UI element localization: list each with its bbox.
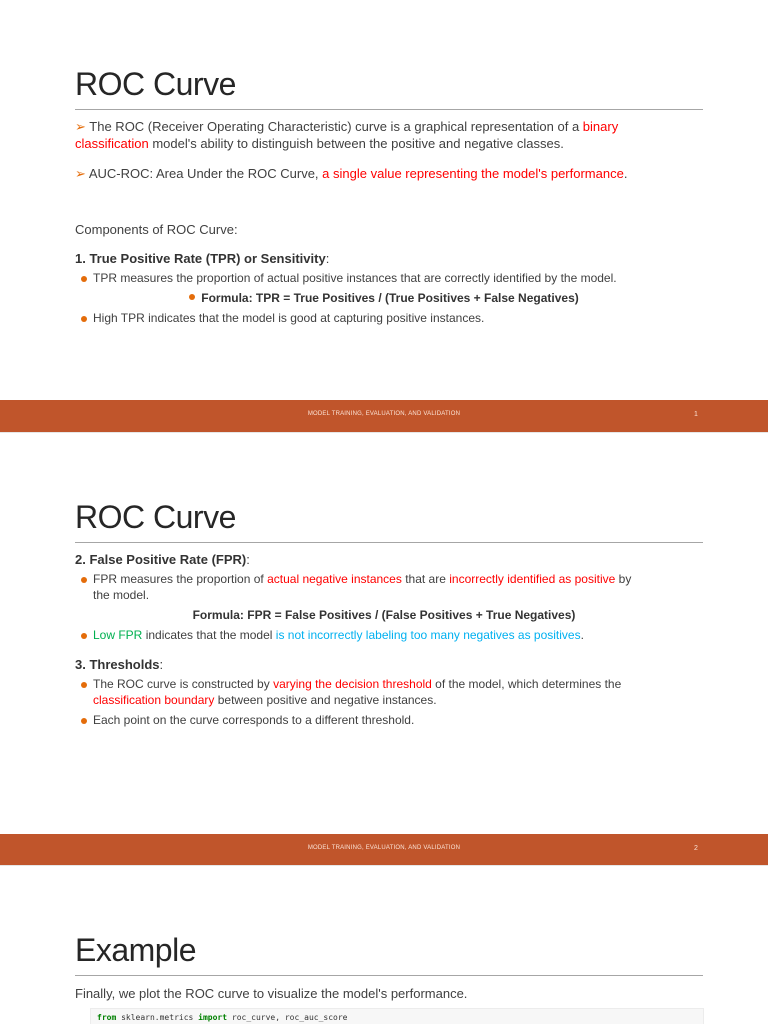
bullet-dot-icon (81, 577, 87, 583)
auc-paragraph (75, 165, 705, 182)
fpr-bullet-2 (93, 627, 705, 643)
intro-highlight-classification: classification (75, 136, 149, 151)
code-block (90, 1008, 704, 1024)
code-imports: roc_curve, roc_auc_score (227, 1013, 348, 1022)
slide-1 (0, 0, 768, 432)
tpr-heading-colon: : (325, 251, 330, 266)
fpr-formula: Formula: FPR = False Positives / (False Positives + True Negatives) (192, 608, 576, 622)
tpr-heading (75, 250, 329, 267)
slide-3-title: Example (75, 932, 196, 968)
slide-3 (0, 866, 768, 1024)
thresholds-heading (75, 656, 163, 673)
fpr-b2-highlight-blue: is not incorrectly labeling too many negatives as positives (275, 628, 581, 642)
fpr-bullet-1 (93, 571, 705, 603)
thr-b1-highlight-2: classification boundary (93, 693, 215, 707)
fpr-b1-b: that are (401, 572, 450, 586)
bullet-dot-icon (189, 294, 195, 300)
thresholds-heading-text: 3. Thresholds (75, 657, 160, 672)
bullet-dot-icon (81, 718, 87, 724)
intro-text-a: The ROC (Receiver Operating Characteristic) curve is a graphical representation of a (89, 119, 583, 134)
tpr-bullet-2: High TPR indicates that the model is good at capturing positive instances. (93, 311, 485, 325)
intro-highlight-binary: binary (582, 119, 619, 134)
slide-2-title: ROC Curve (75, 499, 236, 535)
footer-title: MODEL TRAINING, EVALUATION, AND VALIDATION (307, 411, 461, 417)
slide-number: 1 (694, 411, 698, 418)
slide-1-title: ROC Curve (75, 66, 236, 102)
intro-paragraph (75, 118, 705, 152)
fpr-heading-text: 2. False Positive Rate (FPR) (75, 552, 247, 567)
fpr-b2-b: . (580, 628, 584, 642)
title-divider (75, 109, 703, 110)
footer-title: MODEL TRAINING, EVALUATION, AND VALIDATION (307, 845, 461, 851)
auc-text-a: AUC-ROC: Area Under the ROC Curve, (88, 166, 323, 181)
fpr-b1-c: by (615, 572, 632, 586)
code-line-1 (97, 1013, 347, 1022)
auc-text-b: . (623, 166, 628, 181)
fpr-b2-highlight-green: Low FPR (93, 628, 143, 642)
bullet-dot-icon (81, 682, 87, 688)
tpr-formula (0, 290, 768, 306)
arrow-bullet-icon: ➢ (75, 166, 86, 181)
fpr-b1-a: FPR measures the proportion of (93, 572, 268, 586)
fpr-b1-highlight-2: incorrectly identified as positive (449, 572, 616, 586)
slide-1-footer-bar (0, 400, 768, 432)
slide-2-footer-bar (0, 834, 768, 865)
fpr-b2-a: indicates that the model (142, 628, 276, 642)
code-keyword-import: import (198, 1013, 228, 1022)
slide-number: 2 (694, 845, 698, 852)
code-keyword-from: from (97, 1013, 117, 1022)
thresholds-heading-colon: : (159, 657, 164, 672)
title-divider (75, 542, 703, 543)
code-module: sklearn.metrics (116, 1013, 199, 1022)
bullet-dot-icon (81, 316, 87, 322)
tpr-heading-text: 1. True Positive Rate (TPR) or Sensitivity (75, 251, 326, 266)
thr-b1-c: between positive and negative instances. (214, 693, 437, 707)
fpr-heading-colon: : (246, 552, 250, 567)
thresholds-bullet-2: Each point on the curve corresponds to a different threshold. (93, 713, 415, 727)
auc-highlight: a single value representing the model's performance (322, 166, 624, 181)
tpr-bullet-1: TPR measures the proportion of actual positive instances that are correctly identified by the model. (93, 271, 617, 285)
intro-text-b: model's ability to distinguish between the positive and negative classes. (148, 136, 564, 151)
bullet-dot-icon (81, 633, 87, 639)
fpr-heading (75, 551, 250, 568)
thr-b1-b: of the model, which determines the (431, 677, 622, 691)
thr-b1-highlight-1: varying the decision threshold (273, 677, 432, 691)
thr-b1-a: The ROC curve is constructed by (93, 677, 274, 691)
bullet-dot-icon (81, 276, 87, 282)
slide-2 (0, 433, 768, 865)
fpr-b1-d: the model. (93, 588, 150, 602)
components-heading: Components of ROC Curve: (75, 222, 238, 237)
tpr-formula-text: Formula: TPR = True Positives / (True Positives + False Negatives) (201, 291, 579, 305)
title-divider (75, 975, 703, 976)
thresholds-bullet-1 (93, 676, 705, 708)
example-text: Finally, we plot the ROC curve to visualize the model's performance. (75, 986, 468, 1001)
fpr-b1-highlight-1: actual negative instances (267, 572, 402, 586)
arrow-bullet-icon: ➢ (75, 119, 86, 134)
